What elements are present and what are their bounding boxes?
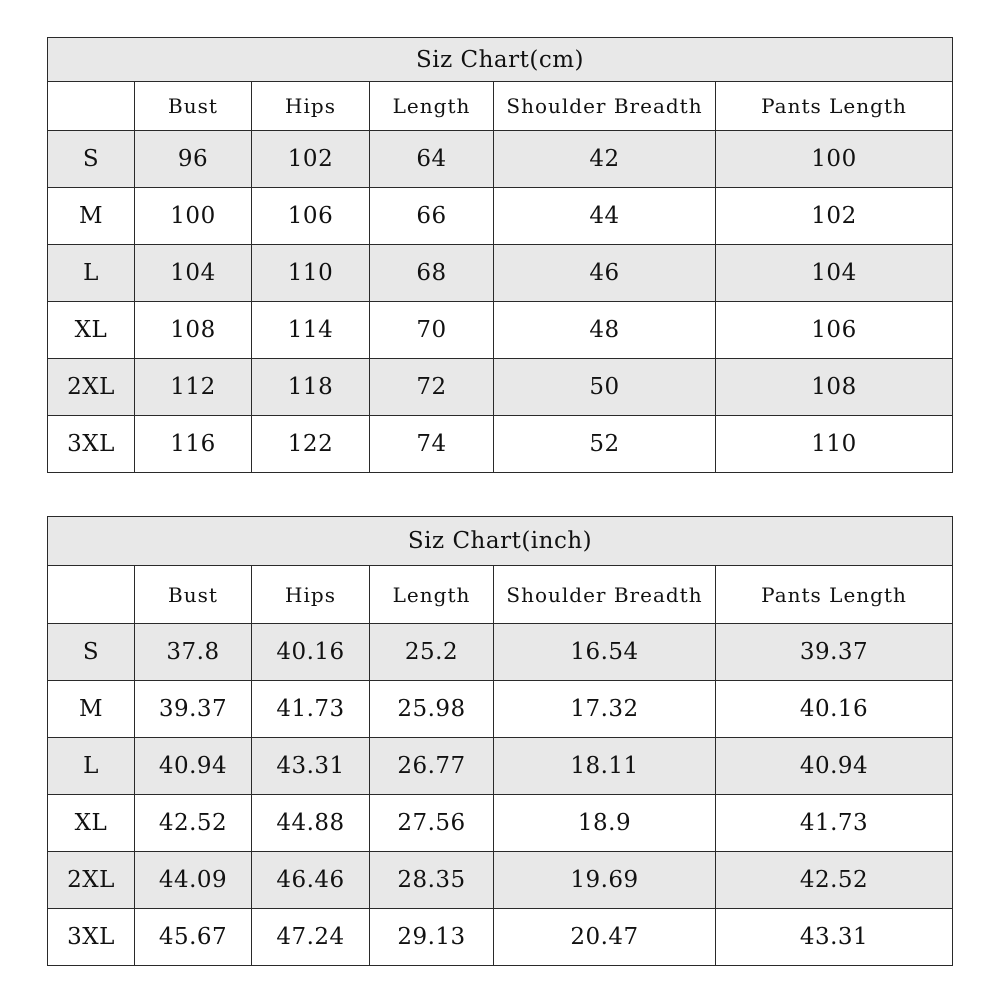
hips-value: 110 [252, 245, 370, 302]
pants-length-value: 104 [716, 245, 953, 302]
length-value: 27.56 [370, 795, 494, 852]
size-label: S [48, 131, 135, 188]
header-cell-bust: Bust [135, 82, 252, 131]
table-row [48, 795, 953, 852]
pants-length-value: 40.16 [716, 681, 953, 738]
shoulder-breadth-value: 50 [494, 359, 716, 416]
length-value: 68 [370, 245, 494, 302]
size-chart-inch-table [47, 516, 953, 966]
pants-length-value: 110 [716, 416, 953, 473]
table-title: Siz Chart(cm) [48, 38, 953, 82]
pants-length-value: 106 [716, 302, 953, 359]
bust-value: 42.52 [135, 795, 252, 852]
shoulder-breadth-value: 52 [494, 416, 716, 473]
header-cell-pants-length: Pants Length [716, 566, 953, 624]
table-row [48, 624, 953, 681]
bust-value: 44.09 [135, 852, 252, 909]
table-row [48, 681, 953, 738]
hips-value: 44.88 [252, 795, 370, 852]
table-row [48, 852, 953, 909]
hips-value: 106 [252, 188, 370, 245]
length-value: 74 [370, 416, 494, 473]
size-label: L [48, 245, 135, 302]
hips-value: 41.73 [252, 681, 370, 738]
pants-length-value: 108 [716, 359, 953, 416]
bust-value: 100 [135, 188, 252, 245]
shoulder-breadth-value: 42 [494, 131, 716, 188]
header-cell-shoulder-breadth: Shoulder Breadth [494, 566, 716, 624]
bust-value: 116 [135, 416, 252, 473]
bust-value: 40.94 [135, 738, 252, 795]
bust-value: 112 [135, 359, 252, 416]
bust-value: 104 [135, 245, 252, 302]
bust-value: 45.67 [135, 909, 252, 966]
hips-value: 43.31 [252, 738, 370, 795]
size-label: L [48, 738, 135, 795]
table-row [48, 302, 953, 359]
shoulder-breadth-value: 18.11 [494, 738, 716, 795]
length-value: 64 [370, 131, 494, 188]
length-value: 72 [370, 359, 494, 416]
table-title-row [48, 517, 953, 566]
shoulder-breadth-value: 18.9 [494, 795, 716, 852]
table-row [48, 416, 953, 473]
header-cell-blank [48, 82, 135, 131]
size-label: 2XL [48, 359, 135, 416]
size-label: S [48, 624, 135, 681]
table-row [48, 188, 953, 245]
shoulder-breadth-value: 16.54 [494, 624, 716, 681]
pants-length-value: 40.94 [716, 738, 953, 795]
table-header-row [48, 566, 953, 624]
shoulder-breadth-value: 17.32 [494, 681, 716, 738]
pants-length-value: 100 [716, 131, 953, 188]
bust-value: 108 [135, 302, 252, 359]
table-row [48, 909, 953, 966]
header-cell-hips: Hips [252, 82, 370, 131]
length-value: 70 [370, 302, 494, 359]
size-label: 3XL [48, 416, 135, 473]
length-value: 26.77 [370, 738, 494, 795]
pants-length-value: 39.37 [716, 624, 953, 681]
size-chart-cm-table [47, 37, 953, 473]
header-cell-length: Length [370, 82, 494, 131]
size-label: XL [48, 795, 135, 852]
size-label: 2XL [48, 852, 135, 909]
table-row [48, 131, 953, 188]
hips-value: 40.16 [252, 624, 370, 681]
length-value: 29.13 [370, 909, 494, 966]
shoulder-breadth-value: 46 [494, 245, 716, 302]
table-row [48, 738, 953, 795]
hips-value: 114 [252, 302, 370, 359]
size-label: XL [48, 302, 135, 359]
hips-value: 118 [252, 359, 370, 416]
hips-value: 46.46 [252, 852, 370, 909]
shoulder-breadth-value: 48 [494, 302, 716, 359]
pants-length-value: 43.31 [716, 909, 953, 966]
shoulder-breadth-value: 19.69 [494, 852, 716, 909]
size-label: M [48, 681, 135, 738]
header-cell-hips: Hips [252, 566, 370, 624]
hips-value: 102 [252, 131, 370, 188]
bust-value: 37.8 [135, 624, 252, 681]
shoulder-breadth-value: 20.47 [494, 909, 716, 966]
header-cell-pants-length: Pants Length [716, 82, 953, 131]
table-row [48, 359, 953, 416]
pants-length-value: 41.73 [716, 795, 953, 852]
header-cell-shoulder-breadth: Shoulder Breadth [494, 82, 716, 131]
header-cell-length: Length [370, 566, 494, 624]
length-value: 25.98 [370, 681, 494, 738]
size-label: 3XL [48, 909, 135, 966]
hips-value: 47.24 [252, 909, 370, 966]
pants-length-value: 102 [716, 188, 953, 245]
shoulder-breadth-value: 44 [494, 188, 716, 245]
header-cell-blank [48, 566, 135, 624]
length-value: 28.35 [370, 852, 494, 909]
bust-value: 96 [135, 131, 252, 188]
length-value: 66 [370, 188, 494, 245]
header-cell-bust: Bust [135, 566, 252, 624]
pants-length-value: 42.52 [716, 852, 953, 909]
size-label: M [48, 188, 135, 245]
length-value: 25.2 [370, 624, 494, 681]
table-title-row [48, 38, 953, 82]
hips-value: 122 [252, 416, 370, 473]
table-row [48, 245, 953, 302]
table-title: Siz Chart(inch) [48, 517, 953, 566]
bust-value: 39.37 [135, 681, 252, 738]
table-header-row [48, 82, 953, 131]
